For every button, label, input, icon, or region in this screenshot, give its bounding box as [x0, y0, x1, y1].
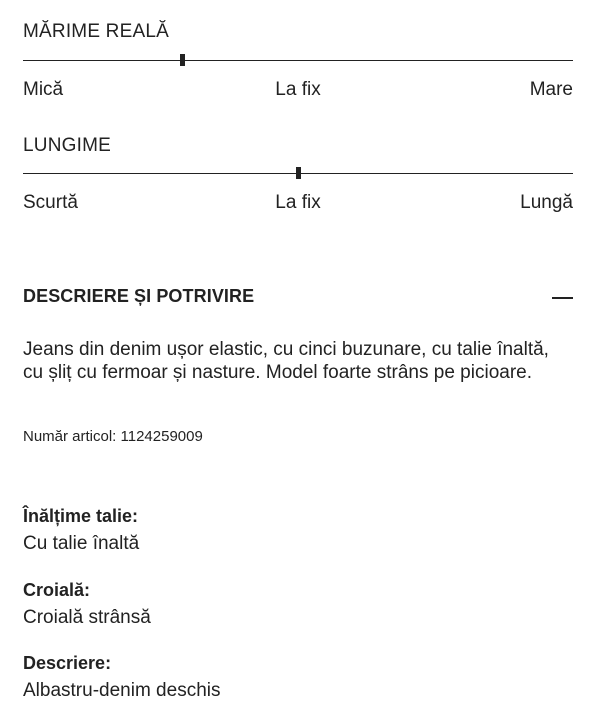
length-scale-short: Scurtă — [23, 192, 78, 213]
size-fit-title: MĂRIME REALĂ — [23, 21, 169, 42]
color-description-label: Descriere: — [23, 653, 112, 673]
fit-label: Croială: — [23, 580, 91, 600]
length-fit-track — [23, 173, 573, 174]
size-fit-track — [23, 60, 573, 61]
size-scale-small: Mică — [23, 79, 64, 100]
fit-value: Croială strânsă — [23, 607, 151, 628]
description-accordion-toggle[interactable] — [23, 286, 573, 310]
product-description: Jeans din denim ușor elastic, cu cinci buzunare, cu talie înaltă, cu șliț cu fermoar și nasture. Model foarte strâns pe picioare. — [23, 339, 549, 383]
size-scale-true: La fix — [275, 79, 321, 100]
size-fit-marker — [180, 54, 185, 66]
length-fit-marker — [296, 167, 301, 179]
size-scale-large: Mare — [529, 79, 573, 100]
length-scale-long: Lungă — [520, 192, 573, 213]
length-scale-true: La fix — [275, 192, 321, 213]
color-description-value: Albastru-denim deschis — [23, 680, 221, 701]
article-number: Număr articol: 1124259009 — [23, 428, 203, 445]
waist-height-value: Cu talie înaltă — [23, 533, 140, 554]
minus-icon[interactable] — [552, 297, 573, 299]
length-fit-title: LUNGIME — [23, 135, 111, 156]
waist-height-label: Înălțime talie: — [23, 506, 139, 526]
description-section-title: DESCRIERE ȘI POTRIVIRE — [23, 286, 255, 306]
